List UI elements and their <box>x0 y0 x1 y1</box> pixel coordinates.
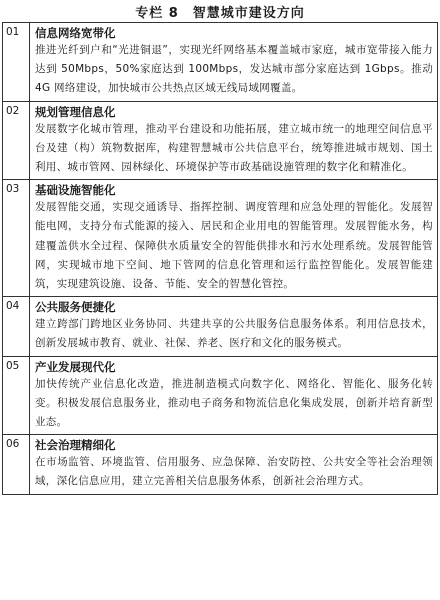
section-content <box>30 101 438 180</box>
section-body: 推进光纤到户和“光进铜退”，实现光纤网络基本覆盖城市家庭，城市宽带接入能力达到 50Mbps，50%家庭达到 100Mbps，发达城市部分家庭达到 1Gbps。推动 4G 网络建设，加快城市公共热点区域无线局域网覆盖。 <box>35 44 433 95</box>
section-title: 规划管理信息化 <box>35 104 116 119</box>
section-title: 信息网络宽带化 <box>35 26 116 40</box>
section-number: 06 <box>3 435 30 494</box>
section-title: 基础设施智能化 <box>35 183 116 198</box>
section-content <box>30 435 438 494</box>
section-body: 加快传统产业信息化改造，推进制造模式向数字化、网络化、智能化、服务化转变。积极发展信息服务业，推动电子商务和物流信息化集成发展，创新并培育新型业态。 <box>35 377 433 429</box>
column-title: 智慧城市建设方向 <box>192 5 305 21</box>
sections-table <box>2 22 438 495</box>
section-row <box>3 101 438 180</box>
section-content <box>30 180 438 297</box>
section-number: 04 <box>3 297 30 356</box>
column-label: 专栏 8 <box>135 5 179 21</box>
section-body: 建立跨部门跨地区业务协同、共建共享的公共服务信息服务体系。利用信息技术，创新发展城市教育、就业、社保、养老、医疗和文化的服务模式。 <box>35 318 433 350</box>
section-row <box>3 297 438 356</box>
section-title: 产业发展现代化 <box>35 359 116 374</box>
section-body: 在市场监管、环境监管、信用服务、应急保障、治安防控、公共安全等社会治理领域，深化信息应用，建立完善相关信息服务体系，创新社会治理方式。 <box>35 456 433 488</box>
column-box <box>2 0 438 598</box>
section-title: 社会治理精细化 <box>35 438 116 453</box>
section-row <box>3 23 438 102</box>
section-number: 01 <box>3 23 30 102</box>
section-body: 发展智能交通，实现交通诱导、指挥控制、调度管理和应急处理的智能化。发展智能电网，支持分布式能源的接入、居民和企业用电的智能管理。发展智能水务，构建覆盖供水全过程、保障供水质量安全的智能供排水和污水处理系统。发展智能管网，实现城市地下空间、地下管网的信息化管理和运行监控智能化。发展智能建筑，实现建筑设施、设备、节能、安全的智慧化管控。 <box>35 201 433 291</box>
section-content <box>30 297 438 356</box>
column-header <box>2 0 438 22</box>
section-number: 05 <box>3 356 30 435</box>
section-row <box>3 435 438 494</box>
section-content <box>30 23 438 102</box>
section-number: 03 <box>3 180 30 297</box>
section-row <box>3 180 438 297</box>
section-title: 公共服务便捷化 <box>35 300 116 315</box>
section-number: 02 <box>3 101 30 180</box>
section-content <box>30 356 438 435</box>
section-body: 发展数字化城市管理，推动平台建设和功能拓展，建立城市统一的地理空间信息平台及建（构）筑物数据库，构建智慧城市公共信息平台，统筹推进城市规划、国土利用、城市管网、园林绿化、环境保护等市政基础设施管理的数字化和精准化。 <box>35 122 433 174</box>
section-row <box>3 356 438 435</box>
